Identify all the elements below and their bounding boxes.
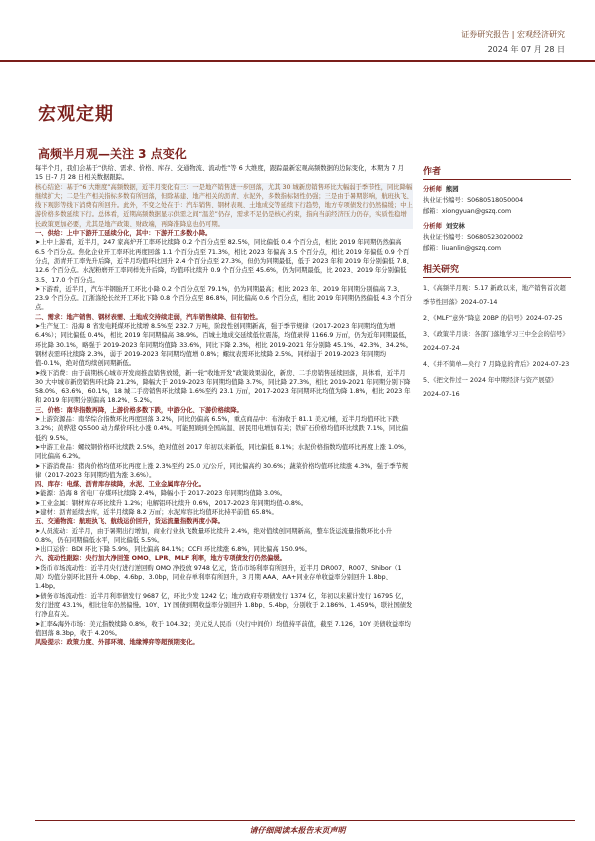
footer-disclaimer: 请仔细阅读本报告末页声明: [249, 826, 346, 835]
sections-container: [35, 229, 413, 638]
author-role: 分析师: [423, 186, 442, 193]
author-role: 分析师: [423, 223, 442, 230]
related-report-link[interactable]: 2、《MLF“意外”降息 20BP 的信号》2024-07-25: [423, 315, 563, 322]
section-heading: 六、流动性跟踪：央行加大净回笼 OMO、LPR、MLF 利率，地方专项债发行仍然偏缓。: [35, 555, 286, 563]
section-bullet: ➤中游工业品：螺纹钢价格环比续跌 2.5%，绝对值创 2017 年初以来新低，同比偏低 8.1%；水泥价格指数均值环比再度上涨 1.0%，同比偏高 6.2%。: [35, 443, 411, 461]
main-body: [35, 164, 413, 647]
intro-paragraph: 每半个月，我们会基于“供给、需求、价格、库存、交通物流、流动性”等 6 大维度，跟踪最新宏观高频数据的边际变化，本期为 7 月 15 日-7 月 28 日相关数据跟踪。: [35, 165, 404, 182]
author-name: 熊园: [445, 186, 459, 193]
section-heading: 二、需求：地产销售、钢材表需、土地成交持续走弱，汽车销售续降、但有韧性。: [35, 313, 262, 321]
report-title: 宏观定期: [38, 104, 114, 125]
section-bullet: ➤线下消费：由于前期核心城市开发商推盘销售放缓，新一轮“收地开发”政策效果弱化，新房、二手房销售延续回落，具体看，近半月 30 大中城市新房销售环比降 21.2%，降幅大于 2019-2023 年同期均值降 3.7%，同比降 27.3%，相比 2019-2021 年同期分别下降 58.0%、63.6%、60.1%，18 城二手房销售环比续降 1.6%至约 23.1 万㎡，2017-2023 年同期环比均值为降 1.8%，相比 2023 年和 2019 年同期分别偏高 18.2%、5.2%。: [35, 369, 411, 405]
author-email[interactable]: 邮箱：liuanlin@gszq.com: [423, 245, 502, 252]
section-heading: 三、价格：南华指数再降，上游价格多数下跌，中游分化、下游价格续降。: [35, 406, 243, 414]
footer-divider: [35, 820, 575, 821]
author-card: [423, 221, 571, 254]
section-heading: 四、库存：电煤、沥青库存续降，水泥、工业金属库存分化。: [35, 481, 206, 489]
report-subtitle: 高频半月观—关注 3 点变化: [38, 147, 187, 161]
author-email[interactable]: 邮箱：xiongyuan@gszq.com: [423, 208, 512, 215]
section-bullet: ➤人员流动：近半月，由于暑期出行增加，商业行业执飞数量环比续升 2.4%，绝对值续创同期新高，整车货运流量指数环比小升 0.8%，仍在同期偏低水平，同比偏低 5.5%。: [35, 527, 393, 544]
author-name: 刘安林: [445, 223, 465, 230]
section-bullet: ➤上游资源品：南华综合指数环比再度回落 3.2%，同比仍偏高 6.5%，重点商品中：布油收于 81.1 美元/桶，近半月均值环比下跌 3.2%；黄骅港 Q5500 动力煤价环比小涨 0.4%。可能照顾到全国高温、居民用电增加有关；铁矿石价格均值环比续跌 7.1%，同比偏低约 9.5%。: [35, 416, 408, 442]
section-heading: 一、供给：上中下游开工延续分化，其中：下游开工多数小降。: [35, 230, 212, 238]
author-card: [423, 184, 571, 217]
section-bullet: ➤汇率&海外市场：美元指数续降 0.8%，收于 104.32；美元兑人民币（央行中间价）均值持平前值，截至 7.126，10Y 美债收益率均值回落 8.3bp，收于 4.20%。: [35, 620, 411, 637]
risk-warning: 风险提示：政策力度、外部环境、地缘博弈等超预期变化。: [35, 639, 199, 647]
section-bullet: ➤下游看，近半月，汽车半钢胎开工环比小降 0.2 个百分点至 79.1%，仍为同期最高；相比 2023 年、2019 年同期分别偏高 7.3、23.9 个百分点。江浙涤纶长丝开工环比下降 0.8 个百分点至 86.8%，同比偏高 0.6 个百分点，相比 2019 年同期仍然偏低 4.3 个百分点。: [35, 285, 413, 312]
related-report-link[interactable]: 4、《并不简单—央行 7 月降息的背后》2024-07-23: [423, 361, 570, 368]
author-cert: 执业证书编号：S0680518050004: [423, 197, 524, 204]
related-heading: 相关研究: [423, 262, 571, 278]
sidebar: [423, 164, 571, 404]
section-bullet: ➤建材：沥青延续去库，近半月续降 8.2 万㎡；水泥库容比均值环比持平前值 65.8%。: [35, 508, 278, 516]
header-divider: [0, 60, 595, 62]
author-cert: 执业证书编号：S0680523020002: [423, 234, 524, 241]
section-bullet: ➤能源：沿海 8 省电厂存煤环比续降 2.4%，降幅小于 2017-2023 年同期均值降 3.0%。: [35, 490, 287, 498]
section-bullet: ➤出口运价：BDI 环比下降 5.9%，同比偏高 84.1%；CCFI 环比续涨 6.8%，同比偏高 150.9%。: [35, 546, 312, 554]
report-tags: 证券研究报告 | 宏观经济研究: [461, 30, 565, 39]
related-report-link[interactable]: 5、《把文件过一 2024 年中期经济与资产展望》2024-07-16: [423, 377, 558, 398]
section-bullet: ➤货币市场流动性：近半月央行进行逆回购 OMO 净投放 9748 亿元，货币市场利率有所回升，近半月 DR007、R007、Shibor（1 周）均值分别环比回升 4.0bp、4.6bp、3.0bp，同业存单利率有所回升，3 月期 AAA、AA+同业存单收益率分别回升 1.8bp、1.4bp。: [35, 564, 402, 591]
section-heading: 五、交通物流：航班执飞、航线运价回升，货运流量指数再度小降。: [35, 518, 224, 526]
section-bullet: ➤债务市场流动性：近半月利率债发行 9687 亿，环比少发 1242 亿；地方政府专项债发行 1374 亿，年初以来累计发行 16795 亿，发行进度 43.1%，相比往年仍然偏慢。10Y、1Y 国债到期收益率分别回升 1.8bp、5.4bp，分别收于 2.186%、1.459%，联社国债发行净息有关。: [35, 592, 413, 619]
core-conclusion: 核心结论：基于“6 大维度”高频数据，近半月变化有三：一是地产销售进一步回落，尤其 30 城新房销售环比大幅弱于季节性，同比降幅继续扩大；二是生产相关指标多数有所回落，但除基建、地产相关的沥青、水泥外，多数指标韧性仍强；三是由于暑期影响，航班执飞、线下观影等线下消费有所回升。此外，不变之处在于：汽车销售、钢材表观、土地成交等延续下行趋势，地方专项债发行仍然偏缓；中上游价格多数延续下行。总体看，近期高频数据显示供需之间“温差”仍存，需求不足仍是核心约束，指向当前经济压力仍存，实质性稳增长政策更加必要，尤其是地产政策、财政端，再降准降息也仍可期。: [35, 183, 413, 228]
authors-heading: 作者: [423, 164, 571, 180]
section-bullet: ➤工业金属：钢材库存环比续升 1.2%；电解铝环比续升 0.6%，2017-2023 年同期均值-0.8%。: [35, 499, 308, 507]
related-report-link[interactable]: 1、《高频半月观：5.17 新政以来，地产销售首次超季节性回落》2024-07-14: [423, 285, 566, 306]
report-header-meta: [461, 27, 565, 57]
section-bullet: ➤上中上游看，近半月，247 家高炉开工率环比续降 0.2 个百分点至 82.5%，同比偏低 0.4 个百分点，相比 2019 年同期仍然偏高 6.5 个百分点。焦化企业开工率环比再度回落 1.1 个百分点至 71.3%，相比 2023 年偏高 3.5 个百分点，相比 2019 年偏低 0.9 个百分点，沥青开工率先升后降，近半月均值环比回升 2.4 个百分点至 27.3%，但仍为同期最低，低于 2023 年和 2019 年分别偏低 7.8、12.6 个百分点。水泥粉磨开工率同样先升后降，均值环比续升 0.9 个百分点至 45.6%，仍为同期最低，比 2023、2019 年分别偏低 3.5、17.0 个百分点。: [35, 239, 413, 284]
related-report-link[interactable]: 3、《政策半月谈：各部门落地学习三中全会的信号》2024-07-24: [423, 331, 569, 352]
report-date: 2024 年 07 月 28 日: [487, 45, 565, 54]
section-bullet: ➤生产复工：沿海 8 省发电耗煤环比续增 8.5%至 232.7 万吨，阶段性创同期新高，强于季节规律（2017-2023 年同期均值为增 6.4%）；同比偏低 0.4%，相比 2019 年同期偏高 38.9%。百城土地成交延续低位震荡，均值录得 1166.9 万㎡，仍为近年同期最低，环比降 30.1%，略强于 2019-2023 年同期均值降 33.6%，同比下降 2.3%，相比 2019-2021 年分别降 45.1%、42.3%、34.2%。钢材表需环比续降 2.3%，弱于 2019-2023 年同期均值增 0.8%；螺纹表需环比续降 2.5%。同样弱于 2019-2023 年同期均值-0.1%，绝对值均续创同期新低。: [35, 323, 412, 368]
section-bullet: ➤下游消费品：猪肉价格均值环比再度上涨 2.3%至约 25.0 元/公斤，同比偏高约 30.6%；蔬菜价格均值环比续涨 4.3%，强于季节规律（2017-2023 年同期均值为涨 3.6%）。: [35, 462, 409, 479]
